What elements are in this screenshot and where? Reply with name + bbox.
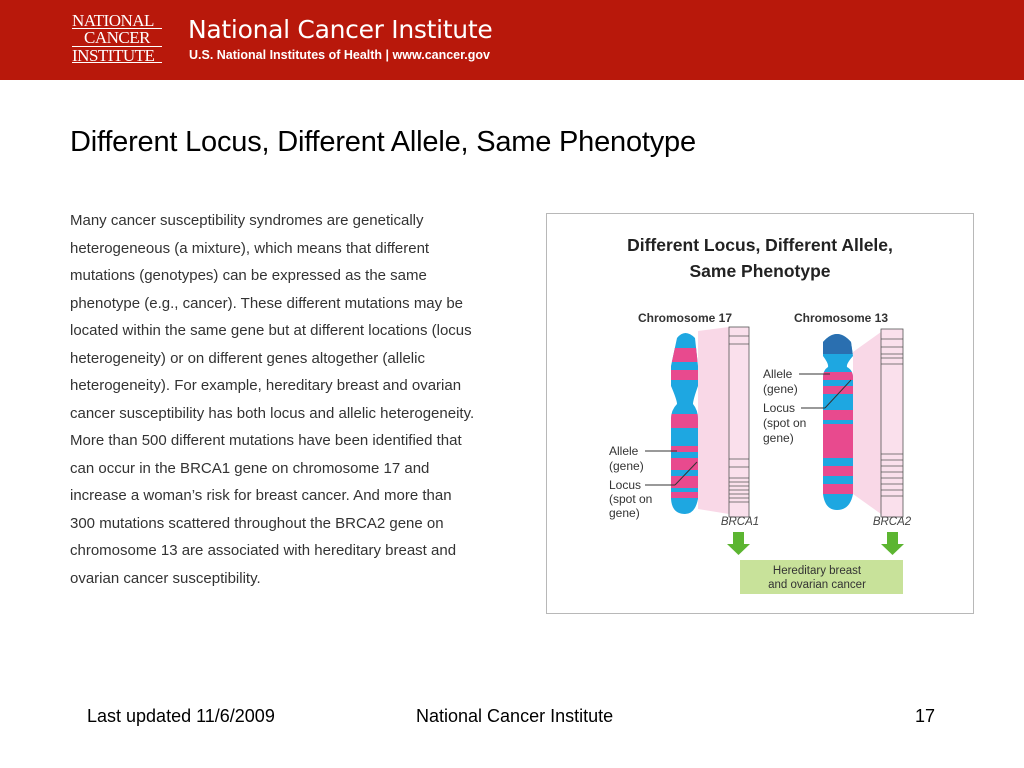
locus-sub2-right: gene) [763, 431, 794, 445]
figure-title-line-1: Different Locus, Different Allele, [627, 235, 893, 255]
brca2-band [853, 329, 903, 517]
chromosome-13-label: Chromosome 13 [793, 311, 889, 325]
figure-title-line-2: Same Phenotype [689, 261, 831, 281]
arrow-down-left-icon [727, 532, 750, 555]
outcome-line-2: and ovarian cancer [768, 579, 866, 591]
footer-page-number: 17 [915, 706, 936, 726]
locus-sub2-left: gene) [609, 506, 640, 520]
arrow-down-right-icon [881, 532, 904, 555]
body-paragraph: Many cancer susceptibility syndromes are genetically heterogeneous (a mixture), which means that different mutations (genotypes) can be expressed as the same phenotype (e.g., cancer). These different mutations may be located within the same gene but at different locations (locus heterogeneity) or on different genes altogether (allelic heterogeneity). For example, hereditary breast and ovarian cancer susceptibility has both locus and allelic heterogeneity. More than 500 different mutations have been identified that can occur in the BRCA1 gene on chromosome 17 and increase a woman’s risk for breast cancer. And more than 300 mutations scattered throughout the BRCA2 gene on chromosome 13 are associated with hereditary breast and ovarian cancer susceptibility. [70, 212, 475, 587]
banner-subtitle: U.S. National Institutes of Health | www.cancer.gov [189, 48, 491, 62]
logo-line-3: INSTITUTE [72, 46, 162, 63]
chromosome-figure [546, 213, 974, 614]
footer-org: National Cancer Institute [416, 706, 614, 726]
locus-sub1-right: (spot on [763, 416, 807, 430]
banner-title: National Cancer Institute [188, 15, 493, 44]
allele-sub-right: (gene) [763, 382, 798, 396]
logo-line-2: CANCER [84, 28, 150, 47]
chromosome-17-label: Chromosome 17 [637, 311, 733, 325]
nci-logo [72, 12, 162, 68]
footer-last-updated: Last updated 11/6/2009 [87, 706, 275, 726]
outcome-line-1: Hereditary breast [772, 565, 862, 577]
brca2-label: BRCA2 [872, 516, 912, 528]
locus-sub1-left: (spot on [609, 492, 653, 506]
locus-label-right: Locus [763, 401, 796, 415]
logo-line-1: NATIONAL [72, 12, 162, 29]
chromosome-13 [817, 324, 859, 519]
header-banner [0, 0, 1024, 80]
allele-label-left: Allele [609, 444, 639, 458]
brca1-band [698, 327, 749, 517]
allele-sub-left: (gene) [609, 459, 644, 473]
allele-label-right: Allele [763, 367, 793, 381]
brca1-label: BRCA1 [720, 516, 760, 528]
locus-label-left: Locus [609, 478, 642, 492]
chromosome-diagram [547, 214, 975, 615]
slide-title: Different Locus, Different Allele, Same Phenotype [70, 126, 696, 158]
